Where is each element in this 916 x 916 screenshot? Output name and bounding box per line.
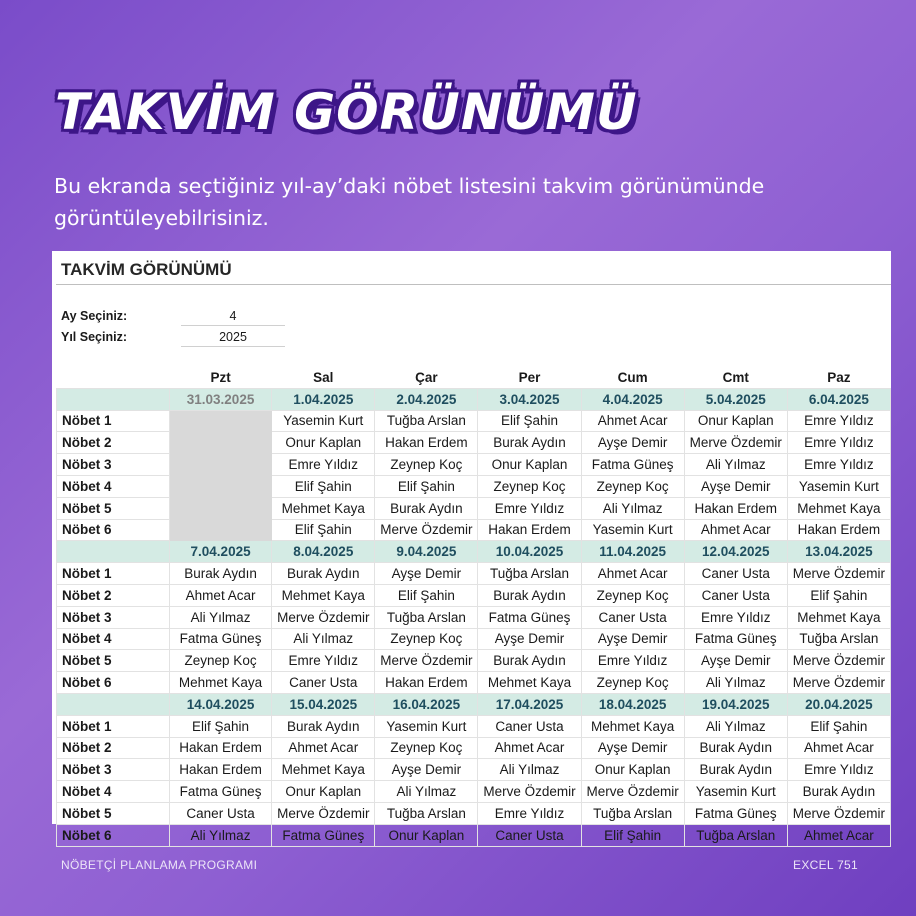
- shift-cell[interactable]: Hakan Erdem: [375, 672, 478, 694]
- date-cell[interactable]: 14.04.2025: [169, 693, 271, 715]
- shift-label: Nöbet 1: [57, 715, 170, 737]
- shift-cell[interactable]: Merve Özdemir: [375, 519, 478, 541]
- year-input[interactable]: 2025: [219, 330, 247, 344]
- shift-cell[interactable]: Emre Yıldız: [272, 454, 375, 476]
- day-header: Cmt: [722, 369, 749, 385]
- shift-cell[interactable]: Ayşe Demir: [684, 650, 787, 672]
- shift-cell[interactable]: Zeynep Koç: [375, 454, 478, 476]
- page-title: TAKVİM GÖRÜNÜMÜ: [55, 83, 638, 141]
- shift-cell[interactable]: Caner Usta: [684, 584, 787, 606]
- calendar-table: [56, 367, 891, 847]
- shift-row: [57, 650, 891, 672]
- shift-row: [57, 606, 891, 628]
- shift-cell[interactable]: Burak Aydın: [684, 737, 787, 759]
- shift-cell[interactable]: Mehmet Kaya: [787, 497, 890, 519]
- shift-cell[interactable]: Ali Yılmaz: [581, 497, 684, 519]
- date-row: [57, 541, 891, 563]
- shift-cell[interactable]: Emre Yıldız: [478, 802, 581, 824]
- footer-program-name: NÖBETÇİ PLANLAMA PROGRAMI: [61, 858, 258, 872]
- day-header: Cum: [617, 369, 648, 385]
- empty-out-of-month-cell: [169, 475, 271, 497]
- date-row-label-cell: [57, 693, 170, 715]
- shift-cell[interactable]: Fatma Güneş: [684, 628, 787, 650]
- date-cell[interactable]: 8.04.2025: [272, 541, 375, 563]
- date-cell[interactable]: 7.04.2025: [169, 541, 271, 563]
- sheet-title: TAKVİM GÖRÜNÜMÜ: [61, 260, 232, 279]
- date-cell[interactable]: 1.04.2025: [272, 388, 375, 410]
- date-cell[interactable]: 16.04.2025: [375, 693, 478, 715]
- shift-row: [57, 454, 891, 476]
- shift-cell[interactable]: Hakan Erdem: [478, 519, 581, 541]
- shift-cell[interactable]: Ayşe Demir: [684, 475, 787, 497]
- shift-cell[interactable]: Ahmet Acar: [787, 737, 890, 759]
- date-cell[interactable]: 3.04.2025: [478, 388, 581, 410]
- shift-cell[interactable]: Zeynep Koç: [581, 584, 684, 606]
- shift-cell[interactable]: Merve Özdemir: [787, 563, 890, 585]
- shift-label: Nöbet 5: [57, 650, 170, 672]
- shift-cell[interactable]: Elif Şahin: [272, 519, 375, 541]
- date-cell[interactable]: 11.04.2025: [581, 541, 684, 563]
- shift-cell[interactable]: Hakan Erdem: [169, 737, 271, 759]
- shift-cell[interactable]: Hakan Erdem: [787, 519, 890, 541]
- shift-label: Nöbet 3: [57, 606, 170, 628]
- shift-cell[interactable]: Mehmet Kaya: [581, 715, 684, 737]
- date-cell[interactable]: 18.04.2025: [581, 693, 684, 715]
- shift-cell[interactable]: Ahmet Acar: [272, 737, 375, 759]
- shift-row: [57, 475, 891, 497]
- shift-row: [57, 715, 891, 737]
- day-header: Per: [518, 369, 541, 385]
- shift-cell[interactable]: Burak Aydın: [272, 563, 375, 585]
- shift-row: [57, 563, 891, 585]
- shift-label: Nöbet 1: [57, 563, 170, 585]
- shift-cell[interactable]: Ahmet Acar: [581, 410, 684, 432]
- shift-cell[interactable]: Tuğba Arslan: [375, 410, 478, 432]
- shift-cell[interactable]: Ayşe Demir: [581, 628, 684, 650]
- shift-cell[interactable]: Onur Kaplan: [684, 410, 787, 432]
- shift-cell[interactable]: Ayşe Demir: [581, 737, 684, 759]
- shift-cell[interactable]: Elif Şahin: [581, 824, 684, 846]
- empty-out-of-month-cell: [169, 497, 271, 519]
- shift-cell[interactable]: Onur Kaplan: [478, 454, 581, 476]
- shift-cell[interactable]: Elif Şahin: [375, 475, 478, 497]
- shift-cell[interactable]: Elif Şahin: [787, 584, 890, 606]
- day-header: Sal: [313, 369, 334, 385]
- shift-cell[interactable]: Ayşe Demir: [375, 563, 478, 585]
- shift-label: Nöbet 3: [57, 759, 170, 781]
- shift-cell[interactable]: Tuğba Arslan: [787, 628, 890, 650]
- shift-cell[interactable]: Ali Yılmaz: [478, 759, 581, 781]
- shift-cell[interactable]: Fatma Güneş: [581, 454, 684, 476]
- shift-row: [57, 737, 891, 759]
- shift-cell[interactable]: Elif Şahin: [169, 715, 271, 737]
- empty-out-of-month-cell: [169, 454, 271, 476]
- shift-row: [57, 628, 891, 650]
- shift-cell[interactable]: Onur Kaplan: [375, 824, 478, 846]
- shift-cell[interactable]: Emre Yıldız: [787, 432, 890, 454]
- date-cell[interactable]: 10.04.2025: [478, 541, 581, 563]
- shift-cell[interactable]: Fatma Güneş: [272, 824, 375, 846]
- empty-out-of-month-cell: [169, 432, 271, 454]
- shift-cell[interactable]: Burak Aydın: [169, 563, 271, 585]
- date-cell[interactable]: 31.03.2025: [169, 388, 271, 410]
- shift-cell[interactable]: Ahmet Acar: [787, 824, 890, 846]
- date-row: [57, 693, 891, 715]
- shift-cell[interactable]: Yasemin Kurt: [375, 715, 478, 737]
- shift-row: [57, 584, 891, 606]
- shift-row: [57, 432, 891, 454]
- shift-row: [57, 824, 891, 846]
- shift-cell[interactable]: Fatma Güneş: [684, 802, 787, 824]
- shift-cell[interactable]: Ali Yılmaz: [169, 606, 271, 628]
- shift-cell[interactable]: Tuğba Arslan: [684, 824, 787, 846]
- shift-cell[interactable]: Fatma Güneş: [169, 781, 271, 803]
- shift-cell[interactable]: Ayşe Demir: [581, 432, 684, 454]
- shift-cell[interactable]: Burak Aydın: [272, 715, 375, 737]
- shift-label: Nöbet 5: [57, 497, 170, 519]
- shift-cell[interactable]: Emre Yıldız: [478, 497, 581, 519]
- title-divider: [56, 284, 891, 285]
- shift-cell[interactable]: Zeynep Koç: [169, 650, 271, 672]
- shift-cell[interactable]: Zeynep Koç: [581, 672, 684, 694]
- shift-label: Nöbet 4: [57, 628, 170, 650]
- shift-label: Nöbet 3: [57, 454, 170, 476]
- shift-cell[interactable]: Ali Yılmaz: [272, 628, 375, 650]
- shift-cell[interactable]: Onur Kaplan: [272, 432, 375, 454]
- date-cell[interactable]: 19.04.2025: [684, 693, 787, 715]
- empty-out-of-month-cell: [169, 410, 271, 432]
- shift-cell[interactable]: Emre Yıldız: [684, 606, 787, 628]
- shift-label: Nöbet 2: [57, 737, 170, 759]
- shift-cell[interactable]: Ahmet Acar: [478, 737, 581, 759]
- shift-cell[interactable]: Ali Yılmaz: [684, 715, 787, 737]
- shift-cell[interactable]: Mehmet Kaya: [787, 606, 890, 628]
- date-cell[interactable]: 15.04.2025: [272, 693, 375, 715]
- shift-cell[interactable]: Merve Özdemir: [272, 802, 375, 824]
- shift-cell[interactable]: Merve Özdemir: [375, 650, 478, 672]
- shift-cell[interactable]: Caner Usta: [478, 824, 581, 846]
- shift-cell[interactable]: Burak Aydın: [478, 432, 581, 454]
- shift-cell[interactable]: Tuğba Arslan: [581, 802, 684, 824]
- shift-cell[interactable]: Yasemin Kurt: [581, 519, 684, 541]
- shift-cell[interactable]: Caner Usta: [169, 802, 271, 824]
- shift-cell[interactable]: Emre Yıldız: [787, 759, 890, 781]
- shift-cell[interactable]: Ayşe Demir: [478, 628, 581, 650]
- footer-brand: EXCEL 751: [793, 858, 858, 872]
- shift-row: [57, 410, 891, 432]
- shift-cell[interactable]: Merve Özdemir: [272, 606, 375, 628]
- shift-cell[interactable]: Burak Aydın: [684, 759, 787, 781]
- shift-cell[interactable]: Burak Aydın: [375, 497, 478, 519]
- shift-cell[interactable]: Yasemin Kurt: [272, 410, 375, 432]
- shift-cell[interactable]: Fatma Güneş: [478, 606, 581, 628]
- shift-cell[interactable]: Elif Şahin: [272, 475, 375, 497]
- shift-cell[interactable]: Merve Özdemir: [787, 672, 890, 694]
- shift-cell[interactable]: Yasemin Kurt: [684, 781, 787, 803]
- date-cell[interactable]: 6.04.2025: [787, 388, 890, 410]
- date-row-label-cell: [57, 541, 170, 563]
- shift-cell[interactable]: Ali Yılmaz: [169, 824, 271, 846]
- date-cell[interactable]: 9.04.2025: [375, 541, 478, 563]
- date-row: [57, 388, 891, 410]
- month-input[interactable]: 4: [229, 309, 237, 323]
- month-selector: [61, 306, 286, 326]
- shift-cell[interactable]: Tuğba Arslan: [375, 606, 478, 628]
- shift-cell[interactable]: Emre Yıldız: [787, 454, 890, 476]
- shift-label: Nöbet 6: [57, 824, 170, 846]
- day-header: Pzt: [210, 369, 231, 385]
- shift-cell[interactable]: Mehmet Kaya: [272, 497, 375, 519]
- shift-row: [57, 519, 891, 541]
- day-header-row: [57, 367, 891, 388]
- shift-cell[interactable]: Zeynep Koç: [581, 475, 684, 497]
- day-header: Paz: [827, 369, 851, 385]
- year-selector: [61, 327, 286, 347]
- shift-cell[interactable]: Ali Yılmaz: [684, 672, 787, 694]
- shift-cell[interactable]: Burak Aydın: [478, 584, 581, 606]
- shift-row: [57, 759, 891, 781]
- shift-cell[interactable]: Mehmet Kaya: [169, 672, 271, 694]
- date-cell[interactable]: 5.04.2025: [684, 388, 787, 410]
- shift-cell[interactable]: Hakan Erdem: [375, 432, 478, 454]
- shift-cell[interactable]: Zeynep Koç: [375, 628, 478, 650]
- shift-cell[interactable]: Tuğba Arslan: [375, 802, 478, 824]
- shift-cell[interactable]: Ali Yılmaz: [375, 781, 478, 803]
- shift-cell[interactable]: Elif Şahin: [787, 715, 890, 737]
- shift-cell[interactable]: Elif Şahin: [375, 584, 478, 606]
- shift-cell[interactable]: Merve Özdemir: [478, 781, 581, 803]
- date-cell[interactable]: 17.04.2025: [478, 693, 581, 715]
- shift-label: Nöbet 6: [57, 519, 170, 541]
- shift-label: Nöbet 4: [57, 781, 170, 803]
- shift-label: Nöbet 4: [57, 475, 170, 497]
- shift-cell[interactable]: Ayşe Demir: [375, 759, 478, 781]
- shift-cell[interactable]: Zeynep Koç: [478, 475, 581, 497]
- shift-cell[interactable]: Ahmet Acar: [169, 584, 271, 606]
- date-row-label-cell: [57, 388, 170, 410]
- shift-cell[interactable]: Merve Özdemir: [684, 432, 787, 454]
- shift-cell[interactable]: Fatma Güneş: [169, 628, 271, 650]
- shift-cell[interactable]: Mehmet Kaya: [478, 672, 581, 694]
- shift-label: Nöbet 2: [57, 584, 170, 606]
- shift-cell[interactable]: Onur Kaplan: [272, 781, 375, 803]
- date-cell[interactable]: 13.04.2025: [787, 541, 890, 563]
- shift-cell[interactable]: Burak Aydın: [787, 781, 890, 803]
- shift-cell[interactable]: Caner Usta: [684, 563, 787, 585]
- shift-cell[interactable]: Ali Yılmaz: [684, 454, 787, 476]
- shift-cell[interactable]: Emre Yıldız: [272, 650, 375, 672]
- shift-row: [57, 497, 891, 519]
- shift-cell[interactable]: Merve Özdemir: [581, 781, 684, 803]
- date-cell[interactable]: 12.04.2025: [684, 541, 787, 563]
- year-label: Yıl Seçiniz:: [61, 330, 127, 344]
- shift-cell[interactable]: Ahmet Acar: [684, 519, 787, 541]
- shift-cell[interactable]: Caner Usta: [272, 672, 375, 694]
- page-description: Bu ekranda seçtiğiniz yıl-ay’daki nöbet listesini takvim görünümünde görüntüleyebilrisiniz.: [54, 174, 765, 230]
- shift-row: [57, 802, 891, 824]
- shift-row: [57, 781, 891, 803]
- shift-cell[interactable]: Mehmet Kaya: [272, 759, 375, 781]
- shift-cell[interactable]: Hakan Erdem: [684, 497, 787, 519]
- shift-cell[interactable]: Burak Aydın: [478, 650, 581, 672]
- shift-cell[interactable]: Emre Yıldız: [787, 410, 890, 432]
- date-cell[interactable]: 20.04.2025: [787, 693, 890, 715]
- shift-cell[interactable]: Zeynep Koç: [375, 737, 478, 759]
- shift-cell[interactable]: Hakan Erdem: [169, 759, 271, 781]
- shift-label: Nöbet 1: [57, 410, 170, 432]
- shift-cell[interactable]: Onur Kaplan: [581, 759, 684, 781]
- shift-cell[interactable]: Merve Özdemir: [787, 650, 890, 672]
- date-cell[interactable]: 2.04.2025: [375, 388, 478, 410]
- shift-cell[interactable]: Caner Usta: [478, 715, 581, 737]
- day-header: Çar: [415, 369, 438, 385]
- date-cell[interactable]: 4.04.2025: [581, 388, 684, 410]
- shift-cell[interactable]: Yasemin Kurt: [787, 475, 890, 497]
- shift-cell[interactable]: Mehmet Kaya: [272, 584, 375, 606]
- corner-cell: [57, 367, 170, 388]
- shift-cell[interactable]: Ahmet Acar: [581, 563, 684, 585]
- shift-label: Nöbet 6: [57, 672, 170, 694]
- month-label: Ay Seçiniz:: [61, 309, 128, 323]
- empty-out-of-month-cell: [169, 519, 271, 541]
- shift-cell[interactable]: Elif Şahin: [478, 410, 581, 432]
- shift-label: Nöbet 2: [57, 432, 170, 454]
- shift-cell[interactable]: Tuğba Arslan: [478, 563, 581, 585]
- spreadsheet-view: [52, 251, 891, 843]
- shift-cell[interactable]: Merve Özdemir: [787, 802, 890, 824]
- shift-cell[interactable]: Emre Yıldız: [581, 650, 684, 672]
- shift-cell[interactable]: Caner Usta: [581, 606, 684, 628]
- shift-row: [57, 672, 891, 694]
- shift-label: Nöbet 5: [57, 802, 170, 824]
